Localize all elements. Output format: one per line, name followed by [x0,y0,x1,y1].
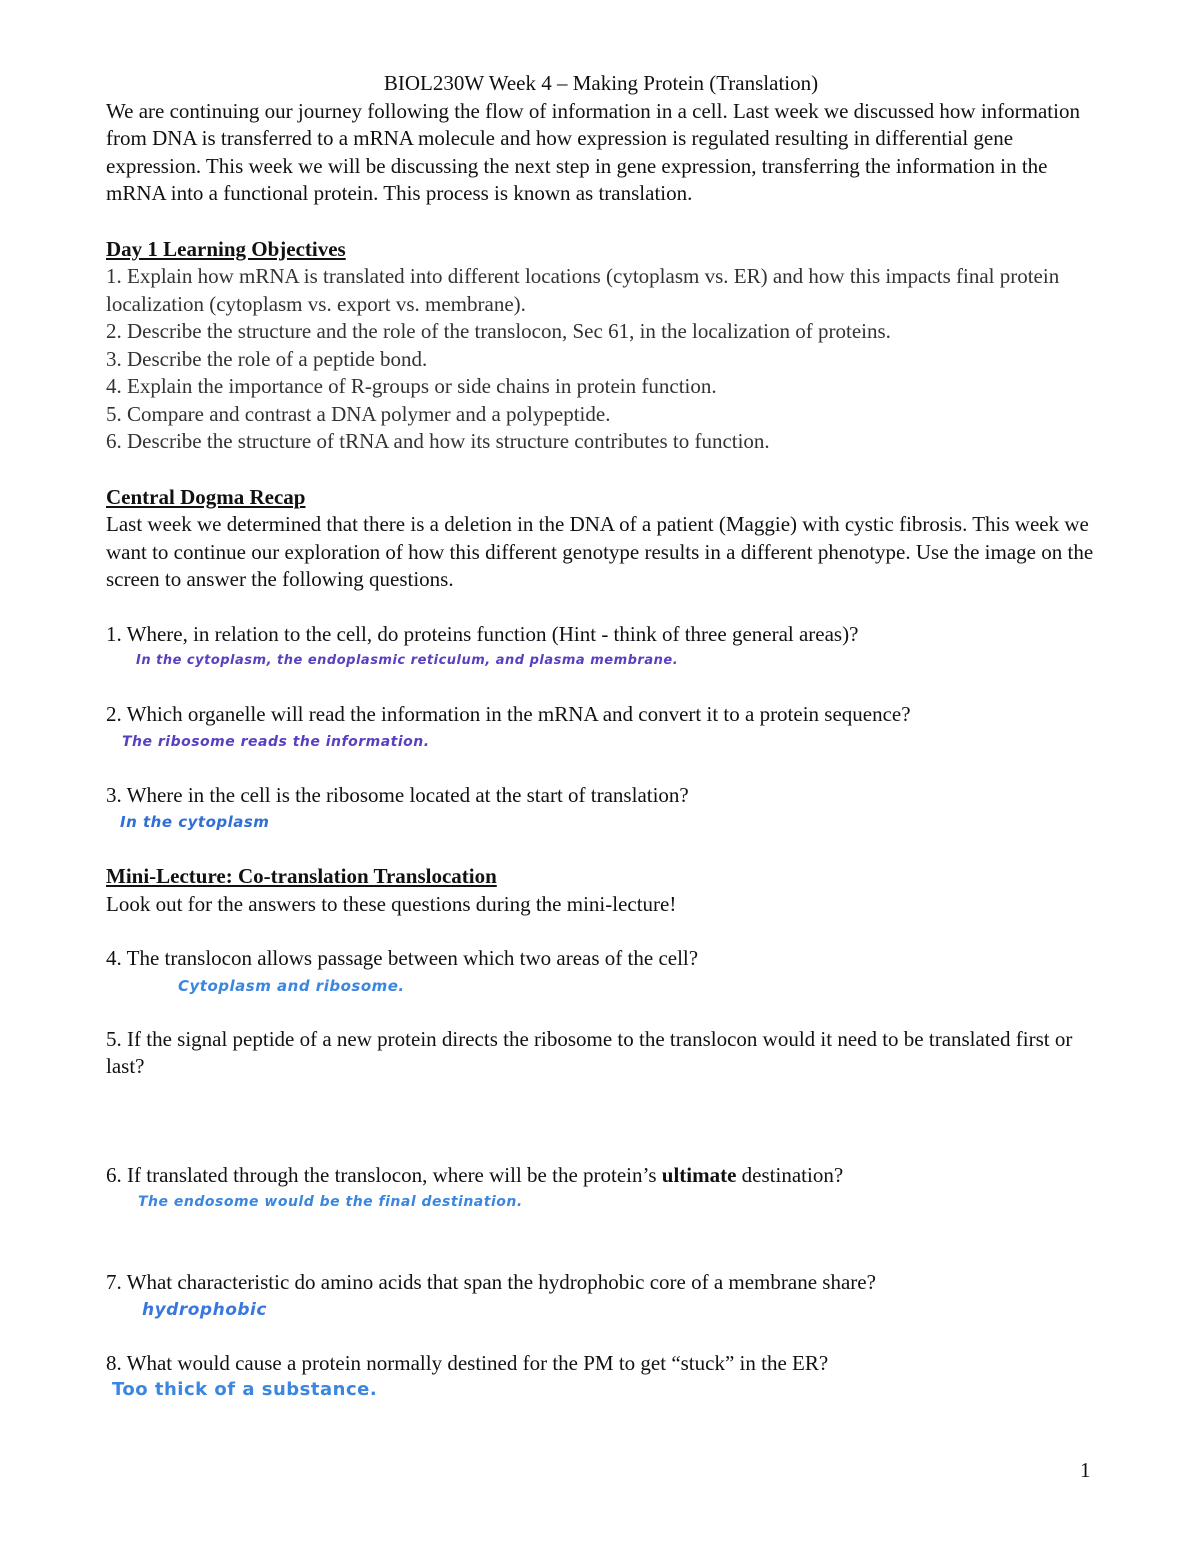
objective-item: 3. Describe the role of a peptide bond. [106,346,428,371]
question-5: 5. If the signal peptide of a new protein directs the ribosome to the translocon would it need to be translated first or last? [106,1026,1073,1078]
recap-paragraph: Last week we determined that there is a deletion in the DNA of a patient (Maggie) with cystic fibrosis. This week we want to continue our exploration of how this different genotype results in a different phenotype. Use the image on the screen to answer the following questions. [106,512,1094,591]
question-8: 8. What would cause a protein normally destined for the PM to get “stuck” in the ER? [106,1350,829,1375]
lecture-heading: Mini-Lecture: Co-translation Translocation [106,864,497,888]
objectives-heading: Day 1 Learning Objectives [106,236,346,261]
question-3: 3. Where in the cell is the ribosome located at the start of translation? [106,782,689,807]
answer-1: In the cytoplasm, the endoplasmic reticulum, and plasma membrane. [136,653,679,668]
objective-item: 5. Compare and contrast a DNA polymer and a polypeptide. [106,401,611,426]
answer-space [106,1081,1096,1135]
intro-paragraph: We are continuing our journey following the flow of information in a cell. Last week we discussed how information from DNA is transferred to a mRNA molecule and how expression is regulated resulting in differential gene expression. This week we will be discussing the next step in gene expression, transferring the information in the mRNA into a functional protein. This process is known as translation. [106,98,1080,205]
answer-7: hydrophobic [142,1299,267,1320]
question-6-emphasis: ultimate [661,1162,737,1187]
recap-heading: Central Dogma Recap [106,484,306,509]
objective-item: 1. Explain how mRNA is translated into different locations (cytoplasm vs. ER) and how this impacts final protein localization (cytoplasm vs. export vs. membrane). [106,264,1060,316]
answer-8: Too thick of a substance. [112,1379,378,1400]
lecture-paragraph: Look out for the answers to these questions during the mini-lecture! [106,891,677,916]
objectives-list [106,263,1096,456]
answer-2: The ribosome reads the information. [122,733,430,750]
answer-4: Cytoplasm and ribosome. [178,976,405,995]
objective-item: 4. Explain the importance of R-groups or side chains in protein function. [106,374,717,398]
objective-item: 2. Describe the structure and the role of the translocon, Sec 61, in the localization of proteins. [106,319,891,343]
document-page [106,70,1096,1403]
question-6-text: 6. If translated through the translocon, where will be the protein’s [106,1162,662,1187]
page-number: 1 [1080,1458,1091,1482]
document-title: BIOL230W Week 4 – Making Protein (Translation) [383,71,819,95]
answer-6: The endosome would be the final destination. [138,1194,523,1210]
question-6-text-end: destination? [736,1162,844,1187]
objective-item: 6. Describe the structure of tRNA and how its structure contributes to function. [106,429,770,453]
question-4: 4. The translocon allows passage between which two areas of the cell? [106,946,699,970]
question-6 [106,1162,1096,1190]
question-2: 2. Which organelle will read the information in the mRNA and convert it to a protein sequence? [106,702,911,726]
question-1: 1. Where, in relation to the cell, do proteins function (Hint - think of three general areas)? [106,621,859,646]
answer-3: In the cytoplasm [120,813,270,831]
question-7: 7. What characteristic do amino acids that span the hydrophobic core of a membrane share? [106,1270,876,1294]
